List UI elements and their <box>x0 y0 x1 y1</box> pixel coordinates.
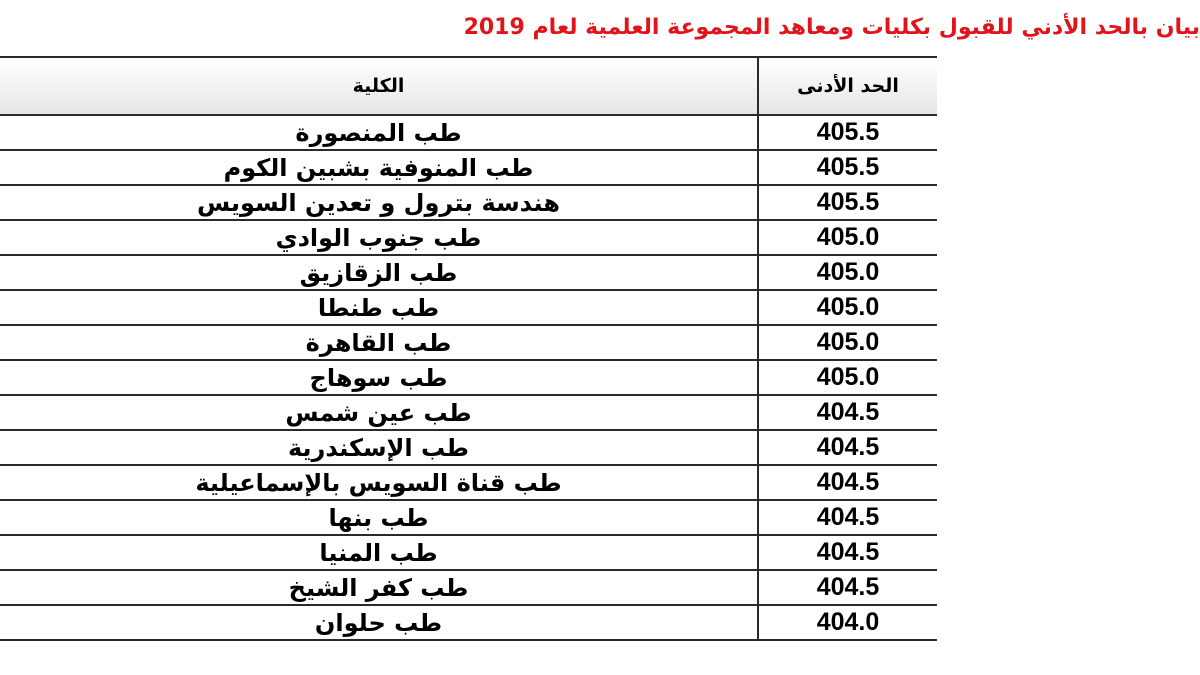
min-score-cell: 404.5 <box>758 395 937 430</box>
table-row <box>0 255 937 290</box>
table-row <box>0 325 937 360</box>
college-name-cell: طب حلوان <box>0 605 758 640</box>
table-row <box>0 220 937 255</box>
college-name-cell: طب قناة السويس بالإسماعيلية <box>0 465 758 500</box>
table-row <box>0 150 937 185</box>
college-name-cell: طب سوهاج <box>0 360 758 395</box>
admission-table-container <box>0 56 937 675</box>
college-name-cell: طب طنطا <box>0 290 758 325</box>
table-body <box>0 115 937 640</box>
college-name-cell: طب القاهرة <box>0 325 758 360</box>
college-name-cell: طب جنوب الوادي <box>0 220 758 255</box>
min-score-cell: 405.0 <box>758 255 937 290</box>
admission-table <box>0 56 937 641</box>
header-college: الكلية <box>0 57 758 115</box>
college-name-cell: طب بنها <box>0 500 758 535</box>
table-row <box>0 395 937 430</box>
header-min-score: الحد الأدنى <box>758 57 937 115</box>
min-score-cell: 405.5 <box>758 150 937 185</box>
table-row <box>0 185 937 220</box>
min-score-cell: 405.5 <box>758 115 937 150</box>
college-name-cell: طب المنيا <box>0 535 758 570</box>
table-row <box>0 360 937 395</box>
table-row <box>0 465 937 500</box>
college-name-cell: طب كفر الشيخ <box>0 570 758 605</box>
min-score-cell: 405.0 <box>758 220 937 255</box>
min-score-cell: 405.5 <box>758 185 937 220</box>
min-score-cell: 405.0 <box>758 360 937 395</box>
college-name-cell: طب المنصورة <box>0 115 758 150</box>
min-score-cell: 404.0 <box>758 605 937 640</box>
min-score-cell: 405.0 <box>758 325 937 360</box>
table-row <box>0 605 937 640</box>
min-score-cell: 405.0 <box>758 290 937 325</box>
table-row <box>0 290 937 325</box>
college-name-cell: طب المنوفية بشبين الكوم <box>0 150 758 185</box>
college-name-cell: طب الزقازيق <box>0 255 758 290</box>
college-name-cell: طب عين شمس <box>0 395 758 430</box>
table-row <box>0 535 937 570</box>
college-name-cell: طب الإسكندرية <box>0 430 758 465</box>
min-score-cell: 404.5 <box>758 570 937 605</box>
table-row <box>0 500 937 535</box>
min-score-cell: 404.5 <box>758 500 937 535</box>
table-row <box>0 430 937 465</box>
page-title: بيان بالحد الأدني للقبول بكليات ومعاهد المجموعة العلمية لعام 2019 <box>463 15 1200 40</box>
table-row <box>0 115 937 150</box>
table-row <box>0 570 937 605</box>
min-score-cell: 404.5 <box>758 535 937 570</box>
college-name-cell: هندسة بترول و تعدين السويس <box>0 185 758 220</box>
table-header-row <box>0 57 937 115</box>
min-score-cell: 404.5 <box>758 430 937 465</box>
min-score-cell: 404.5 <box>758 465 937 500</box>
